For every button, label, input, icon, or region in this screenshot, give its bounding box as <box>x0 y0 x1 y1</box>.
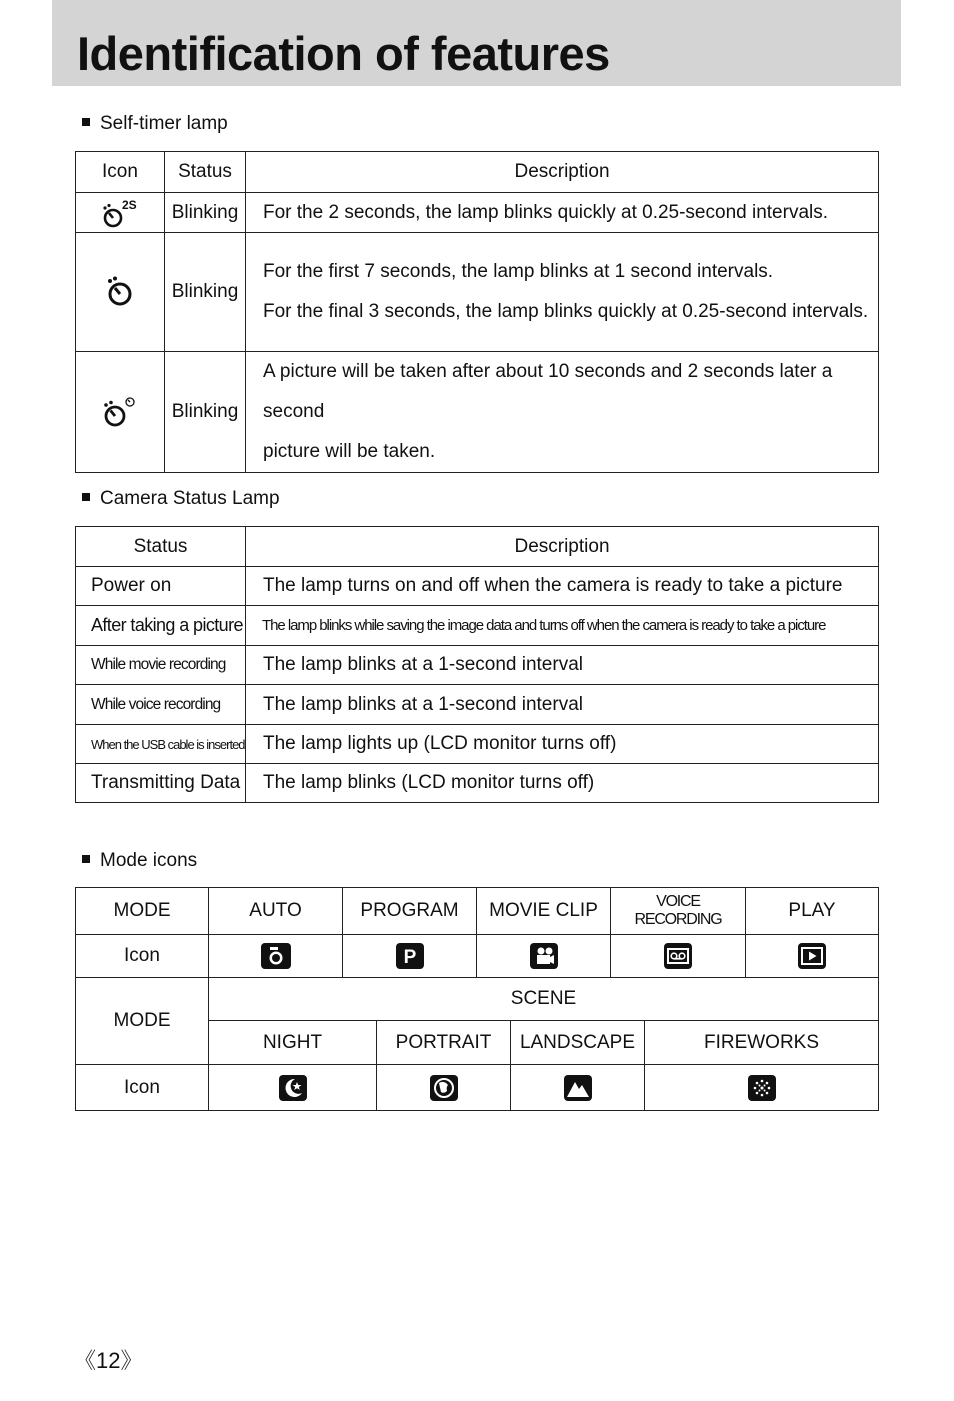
description-cell: The lamp blinks while saving the image data and turns off when the camera is ready to take a picture <box>246 606 879 646</box>
table-row <box>76 685 879 725</box>
camera-status-table <box>75 526 879 803</box>
scene-night: NIGHT <box>209 1021 377 1065</box>
movie-camera-icon <box>477 935 611 978</box>
mode-icons-table <box>75 887 879 1111</box>
table-row <box>76 725 879 764</box>
table-row <box>76 567 879 606</box>
table-row <box>76 193 879 233</box>
timer-2s-label: 2S <box>122 197 137 212</box>
scene-fireworks: FIREWORKS <box>645 1021 879 1065</box>
timer-double-icon <box>76 352 165 473</box>
play-icon <box>746 935 879 978</box>
mode-label: MODE <box>76 888 209 935</box>
description-cell: For the 2 seconds, the lamp blinks quickly at 0.25-second intervals. <box>246 193 879 233</box>
program-p-icon <box>343 935 477 978</box>
status-cell: Blinking <box>165 233 246 352</box>
mode-movie-clip: MOVIE CLIP <box>477 888 611 935</box>
header-description: Description <box>246 152 879 193</box>
status-cell: When the USB cable is inserted <box>76 725 246 764</box>
header-description: Description <box>246 527 879 567</box>
mode-auto: AUTO <box>209 888 343 935</box>
table-row <box>76 764 879 803</box>
table-header-row <box>76 527 879 567</box>
scene-landscape: LANDSCAPE <box>511 1021 645 1065</box>
status-cell: Blinking <box>165 352 246 473</box>
scene-label: SCENE <box>209 978 879 1021</box>
bullet-square-icon <box>82 118 90 126</box>
description-cell: The lamp turns on and off when the camera is ready to take a picture <box>246 567 879 606</box>
status-cell: While movie recording <box>76 646 246 685</box>
status-cell: After taking a picture <box>76 606 246 646</box>
description-cell: The lamp lights up (LCD monitor turns off) <box>246 725 879 764</box>
description-cell: For the first 7 seconds, the lamp blinks at 1 second intervals. For the final 3 seconds, the lamp blinks quickly at 0.25-second intervals. <box>246 233 879 352</box>
mode-program: PROGRAM <box>343 888 477 935</box>
table-row <box>76 606 879 646</box>
page-title: Identification of features <box>77 27 610 80</box>
mode-row-top <box>76 888 879 935</box>
status-cell: Transmitting Data <box>76 764 246 803</box>
landscape-mountain-icon <box>511 1065 645 1111</box>
voice-recording-icon <box>611 935 746 978</box>
self-timer-table <box>75 151 879 473</box>
portrait-icon <box>377 1065 511 1111</box>
table-row <box>76 352 879 473</box>
timer-10s-icon <box>76 233 165 352</box>
description-cell: The lamp blinks (LCD monitor turns off) <box>246 764 879 803</box>
section-heading-mode-icons: Mode icons <box>82 849 197 873</box>
mode-voice-recording: VOICE RECORDING <box>611 888 746 935</box>
bullet-square-icon <box>82 493 90 501</box>
section-heading-camera-status: Camera Status Lamp <box>82 487 280 511</box>
svg-text:P: P <box>403 947 416 968</box>
description-cell: The lamp blinks at a 1-second interval <box>246 685 879 725</box>
status-cell: Blinking <box>165 193 246 233</box>
status-cell: Power on <box>76 567 246 606</box>
scene-portrait: PORTRAIT <box>377 1021 511 1065</box>
table-header-row <box>76 152 879 193</box>
icon-row-top <box>76 935 879 978</box>
fireworks-icon <box>645 1065 879 1111</box>
description-cell: The lamp blinks at a 1-second interval <box>246 646 879 685</box>
header-status: Status <box>76 527 246 567</box>
icon-row-bottom <box>76 1065 879 1111</box>
mode-label: MODE <box>76 978 209 1065</box>
scene-header-row <box>76 978 879 1021</box>
header-icon: Icon <box>76 152 165 193</box>
camera-icon <box>209 935 343 978</box>
night-moon-icon <box>209 1065 377 1111</box>
timer-2s-icon <box>76 193 165 233</box>
header-status: Status <box>165 152 246 193</box>
icon-label: Icon <box>76 935 209 978</box>
mode-play: PLAY <box>746 888 879 935</box>
bullet-square-icon <box>82 855 90 863</box>
table-row <box>76 646 879 685</box>
header-banner <box>52 0 901 86</box>
description-cell: A picture will be taken after about 10 seconds and 2 seconds later a second picture will be taken. <box>246 352 879 473</box>
section-heading-self-timer: Self-timer lamp <box>82 112 228 136</box>
icon-label: Icon <box>76 1065 209 1111</box>
table-row <box>76 233 879 352</box>
status-cell: While voice recording <box>76 685 246 725</box>
page-number: 《12》 <box>74 1348 143 1373</box>
